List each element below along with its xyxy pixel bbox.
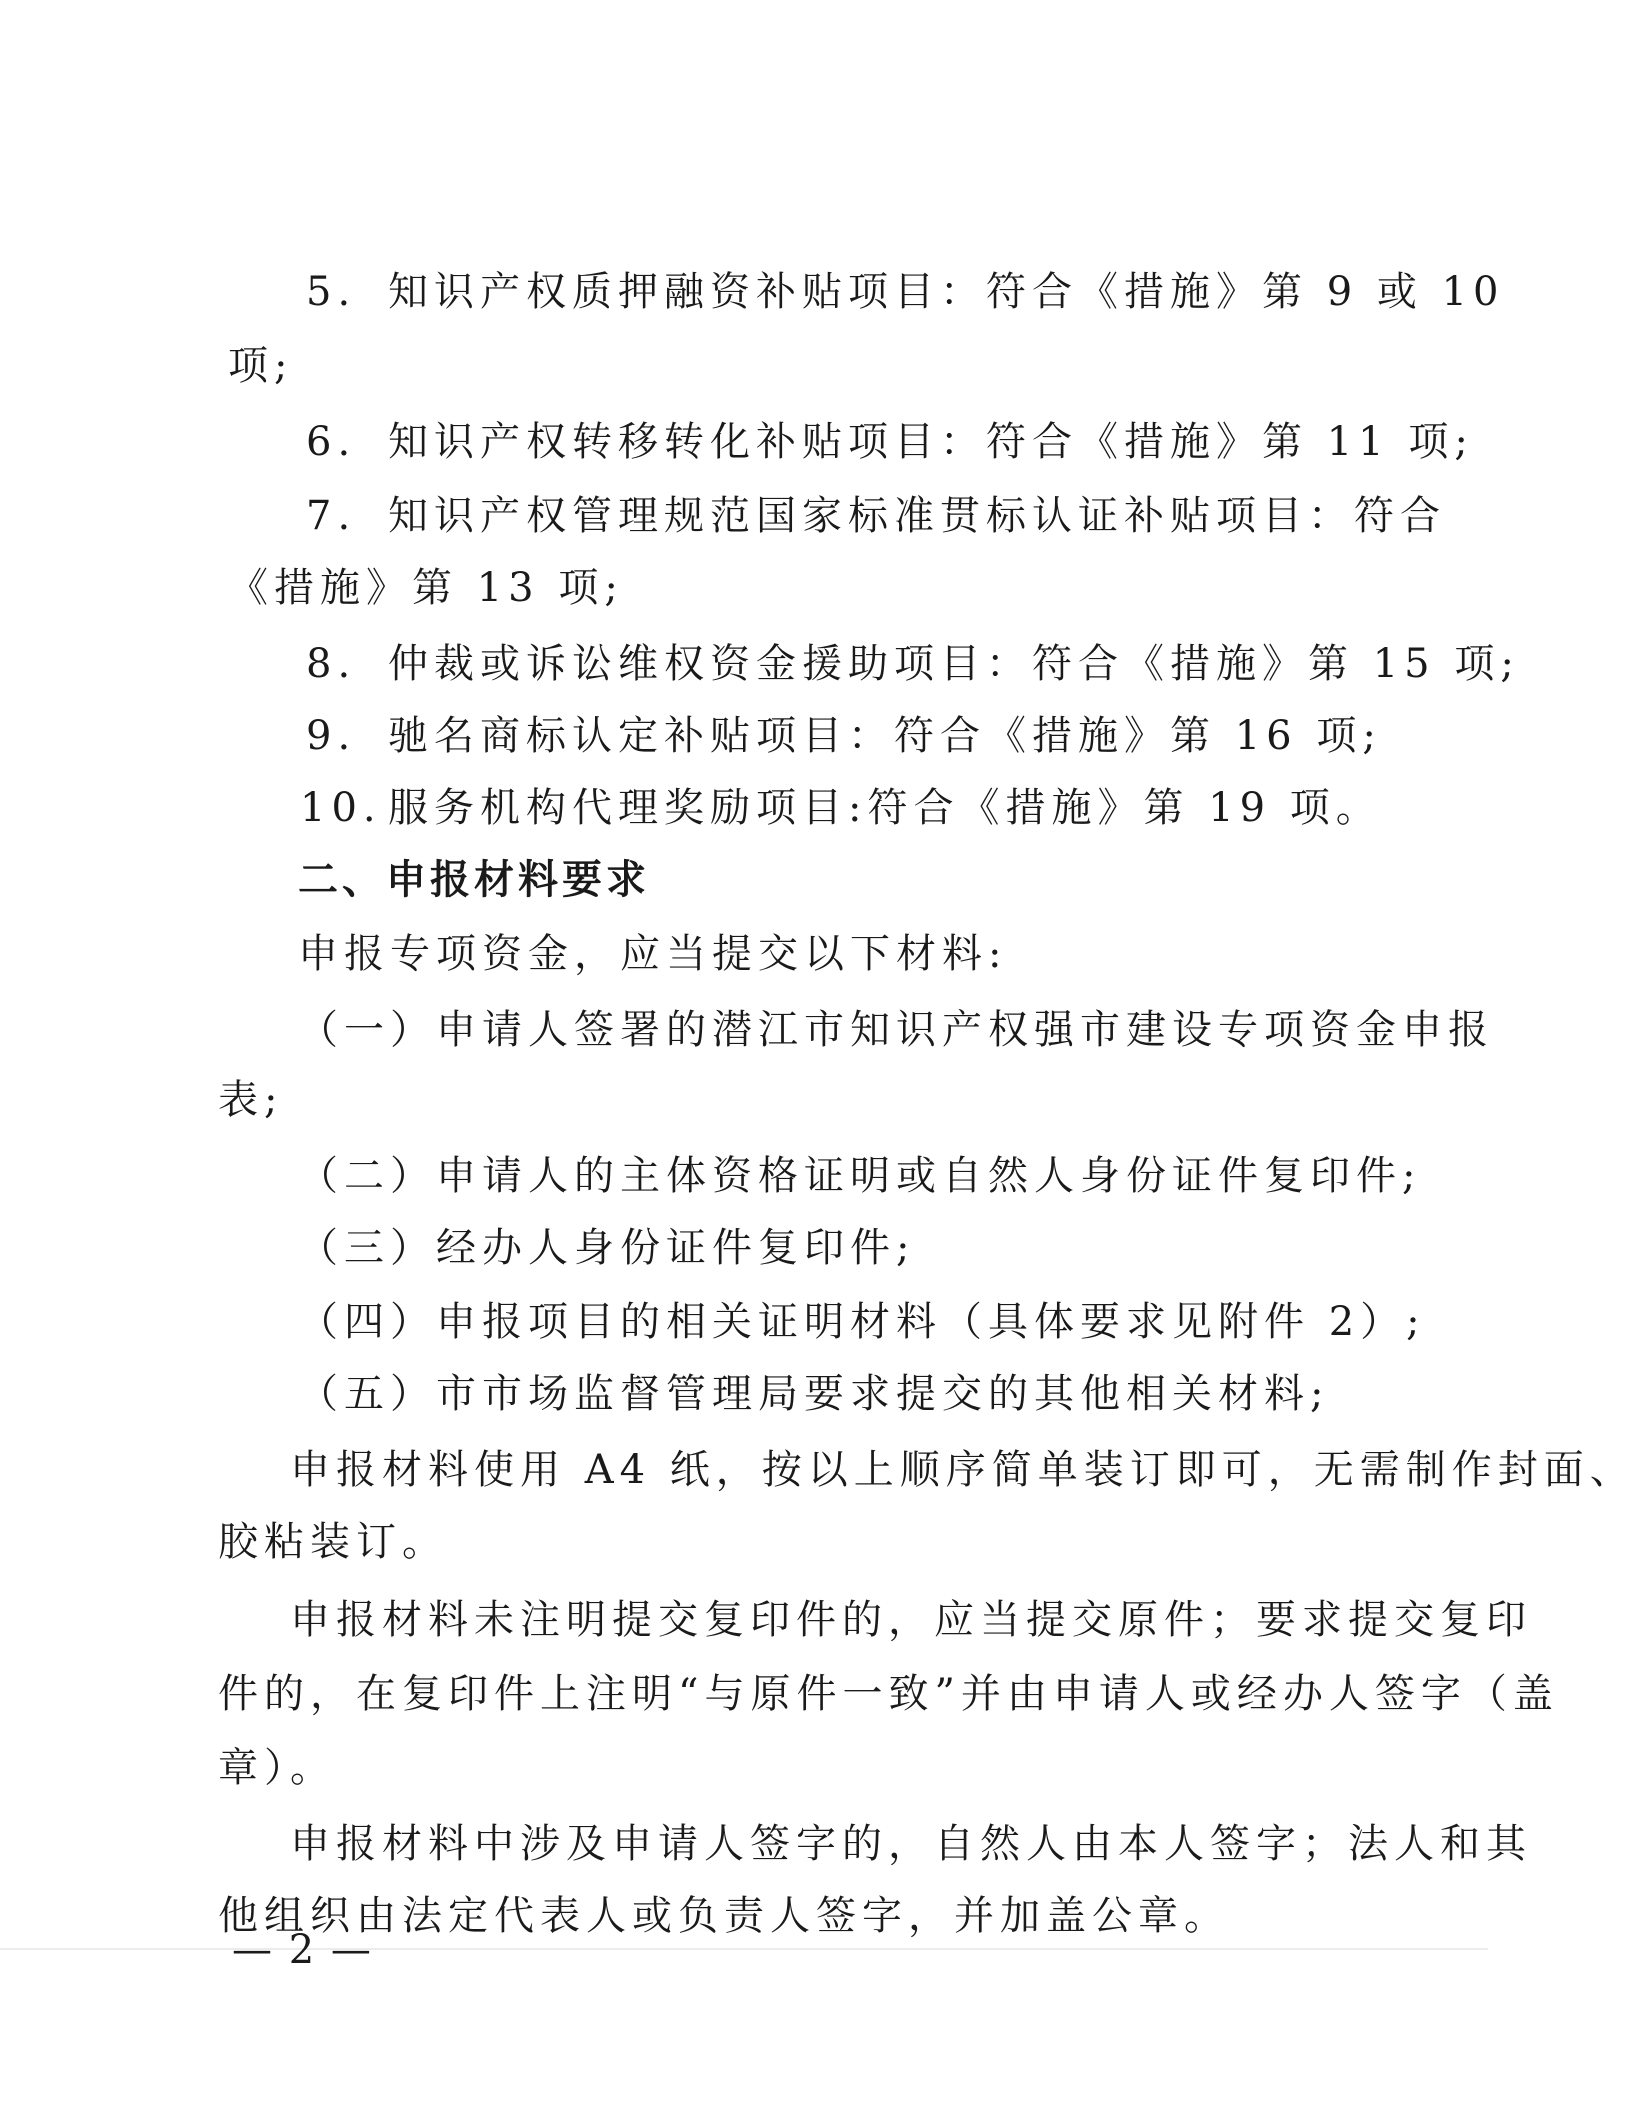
list-item bbox=[0, 634, 1520, 694]
item-text: 仲裁或诉讼维权资金援助项目：符合《措施》第 15 项; bbox=[388, 641, 1520, 687]
body-paragraph-continuation: 件的，在复印件上注明“与原件一致”并由申请人或经办人签字（盖 bbox=[218, 1671, 1559, 1717]
material-item: （三）经办人身份证件复印件; bbox=[298, 1225, 916, 1271]
page-number: — 2 — bbox=[232, 1927, 373, 1973]
item-number: 5. bbox=[306, 269, 357, 315]
list-item bbox=[0, 706, 1488, 766]
item-number: 9. bbox=[306, 713, 357, 759]
list-item bbox=[0, 778, 1488, 838]
intro-paragraph: 申报专项资金，应当提交以下材料: bbox=[298, 931, 1008, 977]
list-item-continuation bbox=[0, 558, 1488, 618]
item-text-cont: 项; bbox=[228, 343, 294, 389]
footer-rule bbox=[0, 1948, 1488, 1950]
material-item-continuation: 表; bbox=[218, 1077, 284, 1123]
body-paragraph: 申报材料中涉及申请人签字的，自然人由本人签字；法人和其 bbox=[290, 1821, 1532, 1867]
body-paragraph-continuation: 胶粘装订。 bbox=[218, 1519, 448, 1565]
list-item-continuation bbox=[0, 336, 1488, 396]
item-number: 7. bbox=[306, 493, 357, 539]
item-number: 6. bbox=[306, 419, 357, 465]
item-text: 驰名商标认定补贴项目：符合《措施》第 16 项; bbox=[388, 713, 1382, 759]
item-text: 服务机构代理奖励项目:符合《措施》第 19 项。 bbox=[388, 785, 1382, 831]
body-paragraph-continuation: 章）。 bbox=[218, 1745, 336, 1791]
item-number: 10. bbox=[300, 785, 382, 831]
item-text: 知识产权转移转化补贴项目：符合《措施》第 11 项; bbox=[388, 419, 1474, 465]
item-text: 知识产权管理规范国家标准贯标认证补贴项目：符合 bbox=[388, 493, 1446, 539]
item-number: 8. bbox=[306, 641, 357, 687]
material-item: （一）申请人签署的潜江市知识产权强市建设专项资金申报 bbox=[298, 1007, 1494, 1053]
list-item bbox=[0, 412, 1488, 472]
material-item: （四）申报项目的相关证明材料（具体要求见附件 2）; bbox=[298, 1299, 1426, 1345]
material-item: （二）申请人的主体资格证明或自然人身份证件复印件; bbox=[298, 1153, 1422, 1199]
body-paragraph-continuation: 他组织由法定代表人或负责人签字，并加盖公章。 bbox=[218, 1893, 1230, 1939]
body-paragraph: 申报材料未注明提交复印件的，应当提交原件；要求提交复印 bbox=[290, 1597, 1532, 1643]
item-text: 知识产权质押融资补贴项目：符合《措施》第 9 或 10 bbox=[388, 269, 1505, 315]
section-heading: 二、申报材料要求 bbox=[298, 857, 650, 903]
body-paragraph: 申报材料使用 A4 纸，按以上顺序简单装订即可，无需制作封面、 bbox=[290, 1447, 1636, 1493]
list-item bbox=[0, 262, 1505, 322]
material-item: （五）市市场监督管理局要求提交的其他相关材料; bbox=[298, 1371, 1330, 1417]
item-text-cont: 《措施》第 13 项; bbox=[228, 565, 624, 611]
list-item bbox=[0, 486, 1488, 546]
